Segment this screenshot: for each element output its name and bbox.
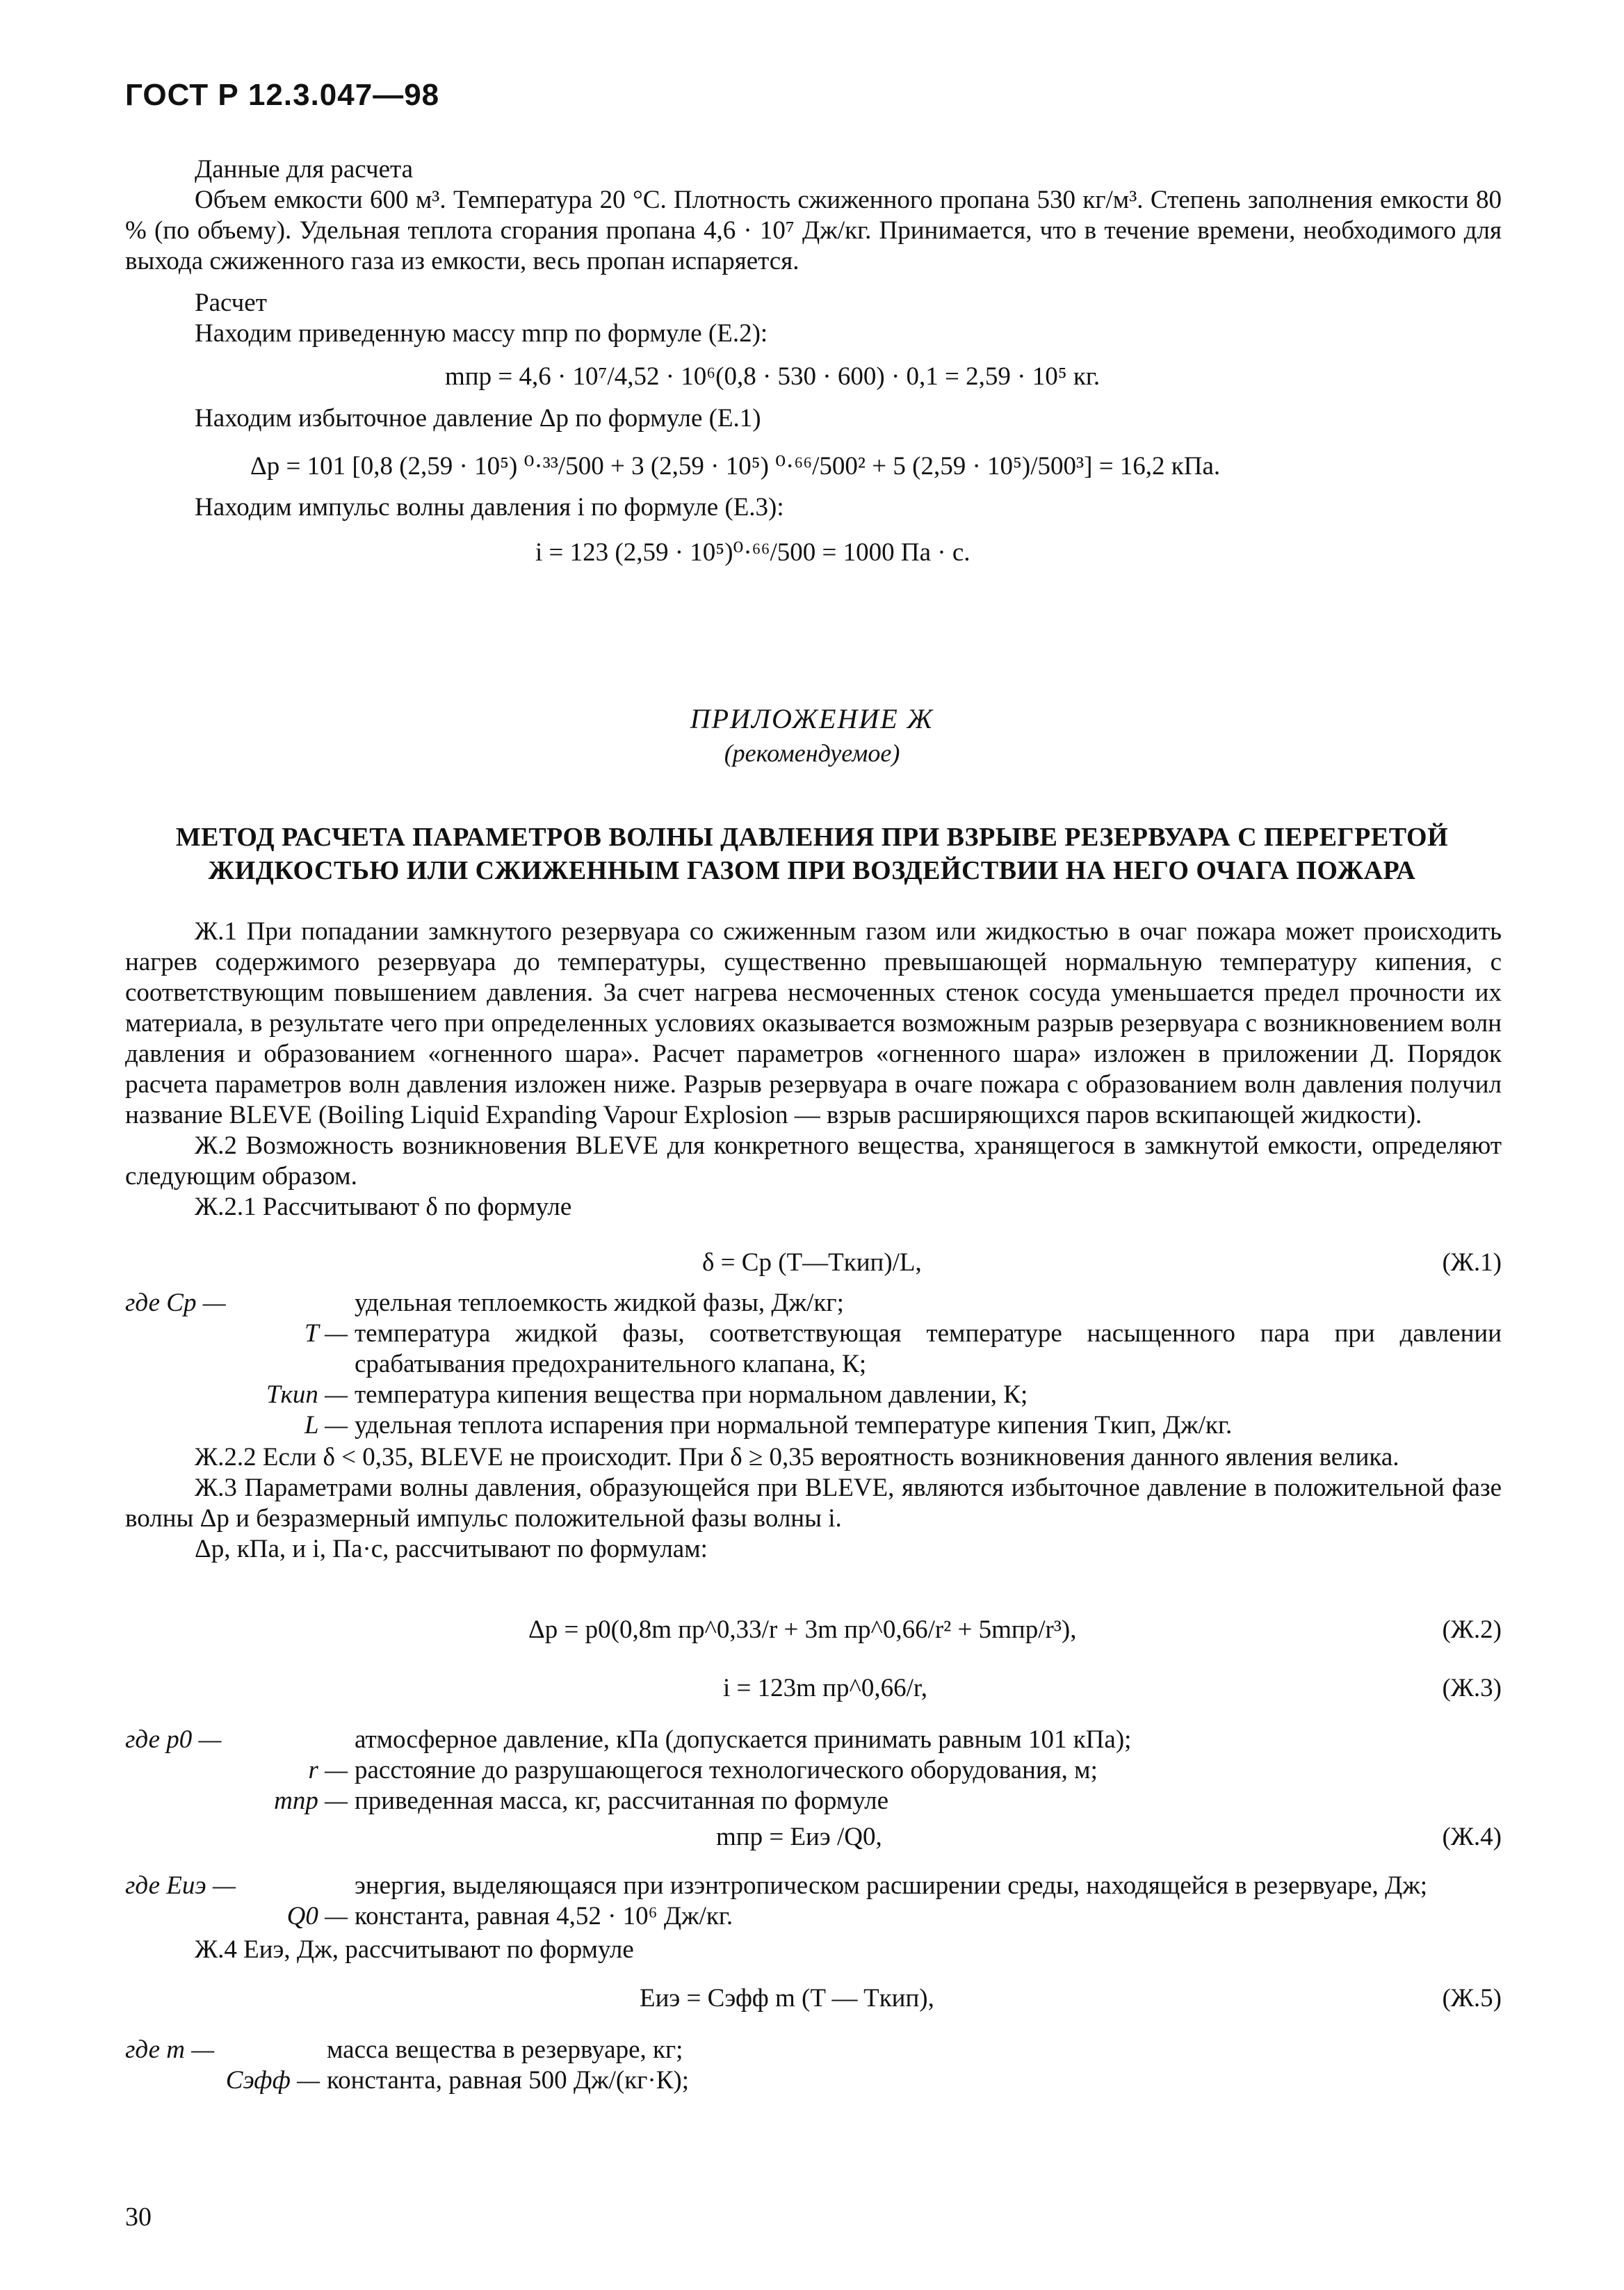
where3-text-0: энергия, выделяющаяся при изэнтропическом расширении среды, находящейся в резервуаре, Дж; bbox=[355, 1871, 1428, 1900]
where1-sym-2: Tкип — bbox=[266, 1380, 348, 1409]
where4-text-0: масса вещества в резервуаре, кг; bbox=[327, 2035, 683, 2064]
where3-sym-0: где Eиэ — bbox=[125, 1871, 236, 1900]
calc-step3: Находим импульс волны давления i по формуле (Е.3): bbox=[195, 493, 784, 522]
formula-zh5: Eиэ = Cэфф m (T — Tкип), bbox=[640, 1984, 934, 2013]
section-zh1: Ж.1 При попадании замкнутого резервуара со сжиженным газом или жидкостью в очаг пожара может происходить нагрев содержимого резервуара до температуры, существенно превышающей нормальную температуру кипения, с соответствующим повышением давления. За счет нагрева несмоченных стенок сосуда уменьшается предел прочности их материала, в результате чего при определенных условиях оказывается возможным разрыв резервуара с возникновением волн давления и образованием «огненного шара». Расчет параметров «огненного шара» изложен в приложении Д. Порядок расчета параметров волн давления изложен ниже. Разрыв резервуара в очаге пожара с образованием волн давления получил название BLEVE (Boiling Liquid Expanding Vapour Explosion — взрыв расширяющихся паров вскипающей жидкости). bbox=[125, 917, 1502, 1129]
where-list-3 bbox=[125, 1871, 1502, 1932]
where2-sym-0: где p0 — bbox=[125, 1725, 222, 1754]
where1-text-1: температура жидкой фазы, соответствующая температуре насыщенного пара при давлении срабатывания предохранительного клапана, К; bbox=[355, 1319, 1502, 1378]
where2-sym-1: r — bbox=[308, 1756, 348, 1784]
where2-text-2: приведенная масса, кг, рассчитанная по формуле bbox=[355, 1787, 889, 1815]
calc-data-heading: Данные для расчета bbox=[195, 155, 414, 184]
appendix-title: ПРИЛОЖЕНИЕ Ж bbox=[690, 703, 934, 734]
formula-zh2: Δp = p0(0,8m пр^0,33/r + 3m пр^0,66/r² + 5mпр/r³), bbox=[528, 1615, 1077, 1644]
document-header: ГОСТ Р 12.3.047—98 bbox=[125, 78, 440, 112]
where-list-4 bbox=[125, 2035, 1502, 2096]
where-list-2 bbox=[125, 1725, 1502, 1816]
appendix-heading-line1: МЕТОД РАСЧЕТА ПАРАМЕТРОВ ВОЛНЫ ДАВЛЕНИЯ ПРИ ВЗРЫВЕ РЕЗЕРВУАРА С ПЕРЕГРЕТОЙ bbox=[175, 823, 1449, 852]
where1-sym-3: L — bbox=[304, 1411, 348, 1440]
where4-sym-0: где m — bbox=[125, 2035, 215, 2064]
formula-zh4-number: (Ж.4) bbox=[1442, 1823, 1502, 1851]
calc-eq1: mпр = 4,6 · 10⁷/4,52 · 10⁶(0,8 · 530 · 600) · 0,1 = 2,59 · 10⁵ кг. bbox=[445, 362, 1101, 391]
section-zh1-block bbox=[125, 917, 1502, 1223]
calc-eq3: i = 123 (2,59 · 10⁵)⁰·⁶⁶/500 = 1000 Па · с. bbox=[535, 538, 971, 567]
section-zh2: Ж.2 Возможность возникновения BLEVE для конкретного вещества, хранящегося в замкнутой емкости, определяют следующим образом. bbox=[125, 1131, 1502, 1191]
where1-text-0: удельная теплоемкость жидкой фазы, Дж/кг; bbox=[355, 1289, 844, 1317]
calc-heading: Расчет bbox=[195, 289, 267, 317]
where1-text-3: удельная теплота испарения при нормальной температуре кипения Tкип, Дж/кг. bbox=[355, 1411, 1233, 1440]
calc-data-block bbox=[125, 154, 1502, 277]
where-list-1 bbox=[125, 1288, 1502, 1441]
calc-data-text: Объем емкости 600 м³. Температура 20 °С. Плотность сжиженного пропана 530 кг/м³. Степень заполнения емкости 80 % (по объему). Удельная теплота сгорания пропана 4,6 · 10⁷ Дж/кг. Принимается, что в течение времени, необходимого для выхода сжиженного газа из емкости, весь пропан испаряется. bbox=[125, 186, 1502, 275]
where2-text-1: расстояние до разрушающегося технологического оборудования, м; bbox=[355, 1756, 1098, 1784]
section-zh3b: Δp, кПа, и i, Па·с, рассчитывают по формулам: bbox=[195, 1535, 708, 1563]
formula-zh3-number: (Ж.3) bbox=[1442, 1674, 1502, 1702]
formula-zh2-number: (Ж.2) bbox=[1442, 1615, 1502, 1644]
section-zh21: Ж.2.1 Рассчитывают δ по формуле bbox=[195, 1193, 572, 1221]
calc-step2: Находим избыточное давление Δp по формуле (Е.1) bbox=[195, 404, 761, 433]
where1-text-2: температура кипения вещества при нормальном давлении, К; bbox=[355, 1380, 1028, 1409]
appendix-subtitle: (рекомендуемое) bbox=[724, 739, 900, 767]
section-zh22: Ж.2.2 Если δ < 0,35, BLEVE не происходит. При δ ≥ 0,35 вероятность возникновения данного явления велика. bbox=[195, 1443, 1399, 1471]
formula-zh4: mпр = Eиэ /Q0, bbox=[716, 1823, 882, 1851]
where1-sym-0: где Cp — bbox=[125, 1289, 226, 1317]
formula-zh3: i = 123m пр^0,66/r, bbox=[723, 1674, 927, 1702]
where4-sym-1: Cэфф — bbox=[225, 2066, 320, 2095]
page-number: 30 bbox=[125, 2202, 152, 2232]
section-zh3: Ж.3 Параметрами волны давления, образующейся при BLEVE, являются избыточное давление в положительной фазе волны Δp и безразмерный импульс положительной фазы волны i. bbox=[125, 1474, 1502, 1533]
where1-sym-1: T — bbox=[304, 1319, 348, 1348]
appendix-heading-line2: ЖИДКОСТЬЮ ИЛИ СЖИЖЕННЫМ ГАЗОМ ПРИ ВОЗДЕЙСТВИИ НА НЕГО ОЧАГА ПОЖАРА bbox=[208, 856, 1416, 885]
formula-zh1: δ = Cp (T—Tкип)/L, bbox=[702, 1248, 922, 1277]
section-zh4: Ж.4 Eиэ, Дж, рассчитывают по формуле bbox=[195, 1935, 634, 1964]
where2-text-0: атмосферное давление, кПа (допускается принимать равным 101 кПа); bbox=[355, 1725, 1132, 1754]
formula-zh5-number: (Ж.5) bbox=[1442, 1984, 1502, 2013]
section-zh22-block bbox=[125, 1442, 1502, 1565]
where2-sym-2: mпр — bbox=[274, 1787, 348, 1815]
calc-eq2: Δp = 101 [0,8 (2,59 · 10⁵) ⁰·³³/500 + 3 (2,59 · 10⁵) ⁰·⁶⁶/500² + 5 (2,59 · 10⁵)/500³] = 16,2 кПа. bbox=[250, 452, 1221, 481]
calc-step1: Находим приведенную массу mпр по формуле (Е.2): bbox=[195, 319, 768, 348]
where3-sym-1: Q0 — bbox=[286, 1902, 348, 1930]
where3-text-1: константа, равная 4,52 · 10⁶ Дж/кг. bbox=[355, 1902, 733, 1930]
where4-text-1: константа, равная 500 Дж/(кг·К); bbox=[327, 2066, 689, 2095]
formula-zh1-number: (Ж.1) bbox=[1442, 1248, 1502, 1277]
